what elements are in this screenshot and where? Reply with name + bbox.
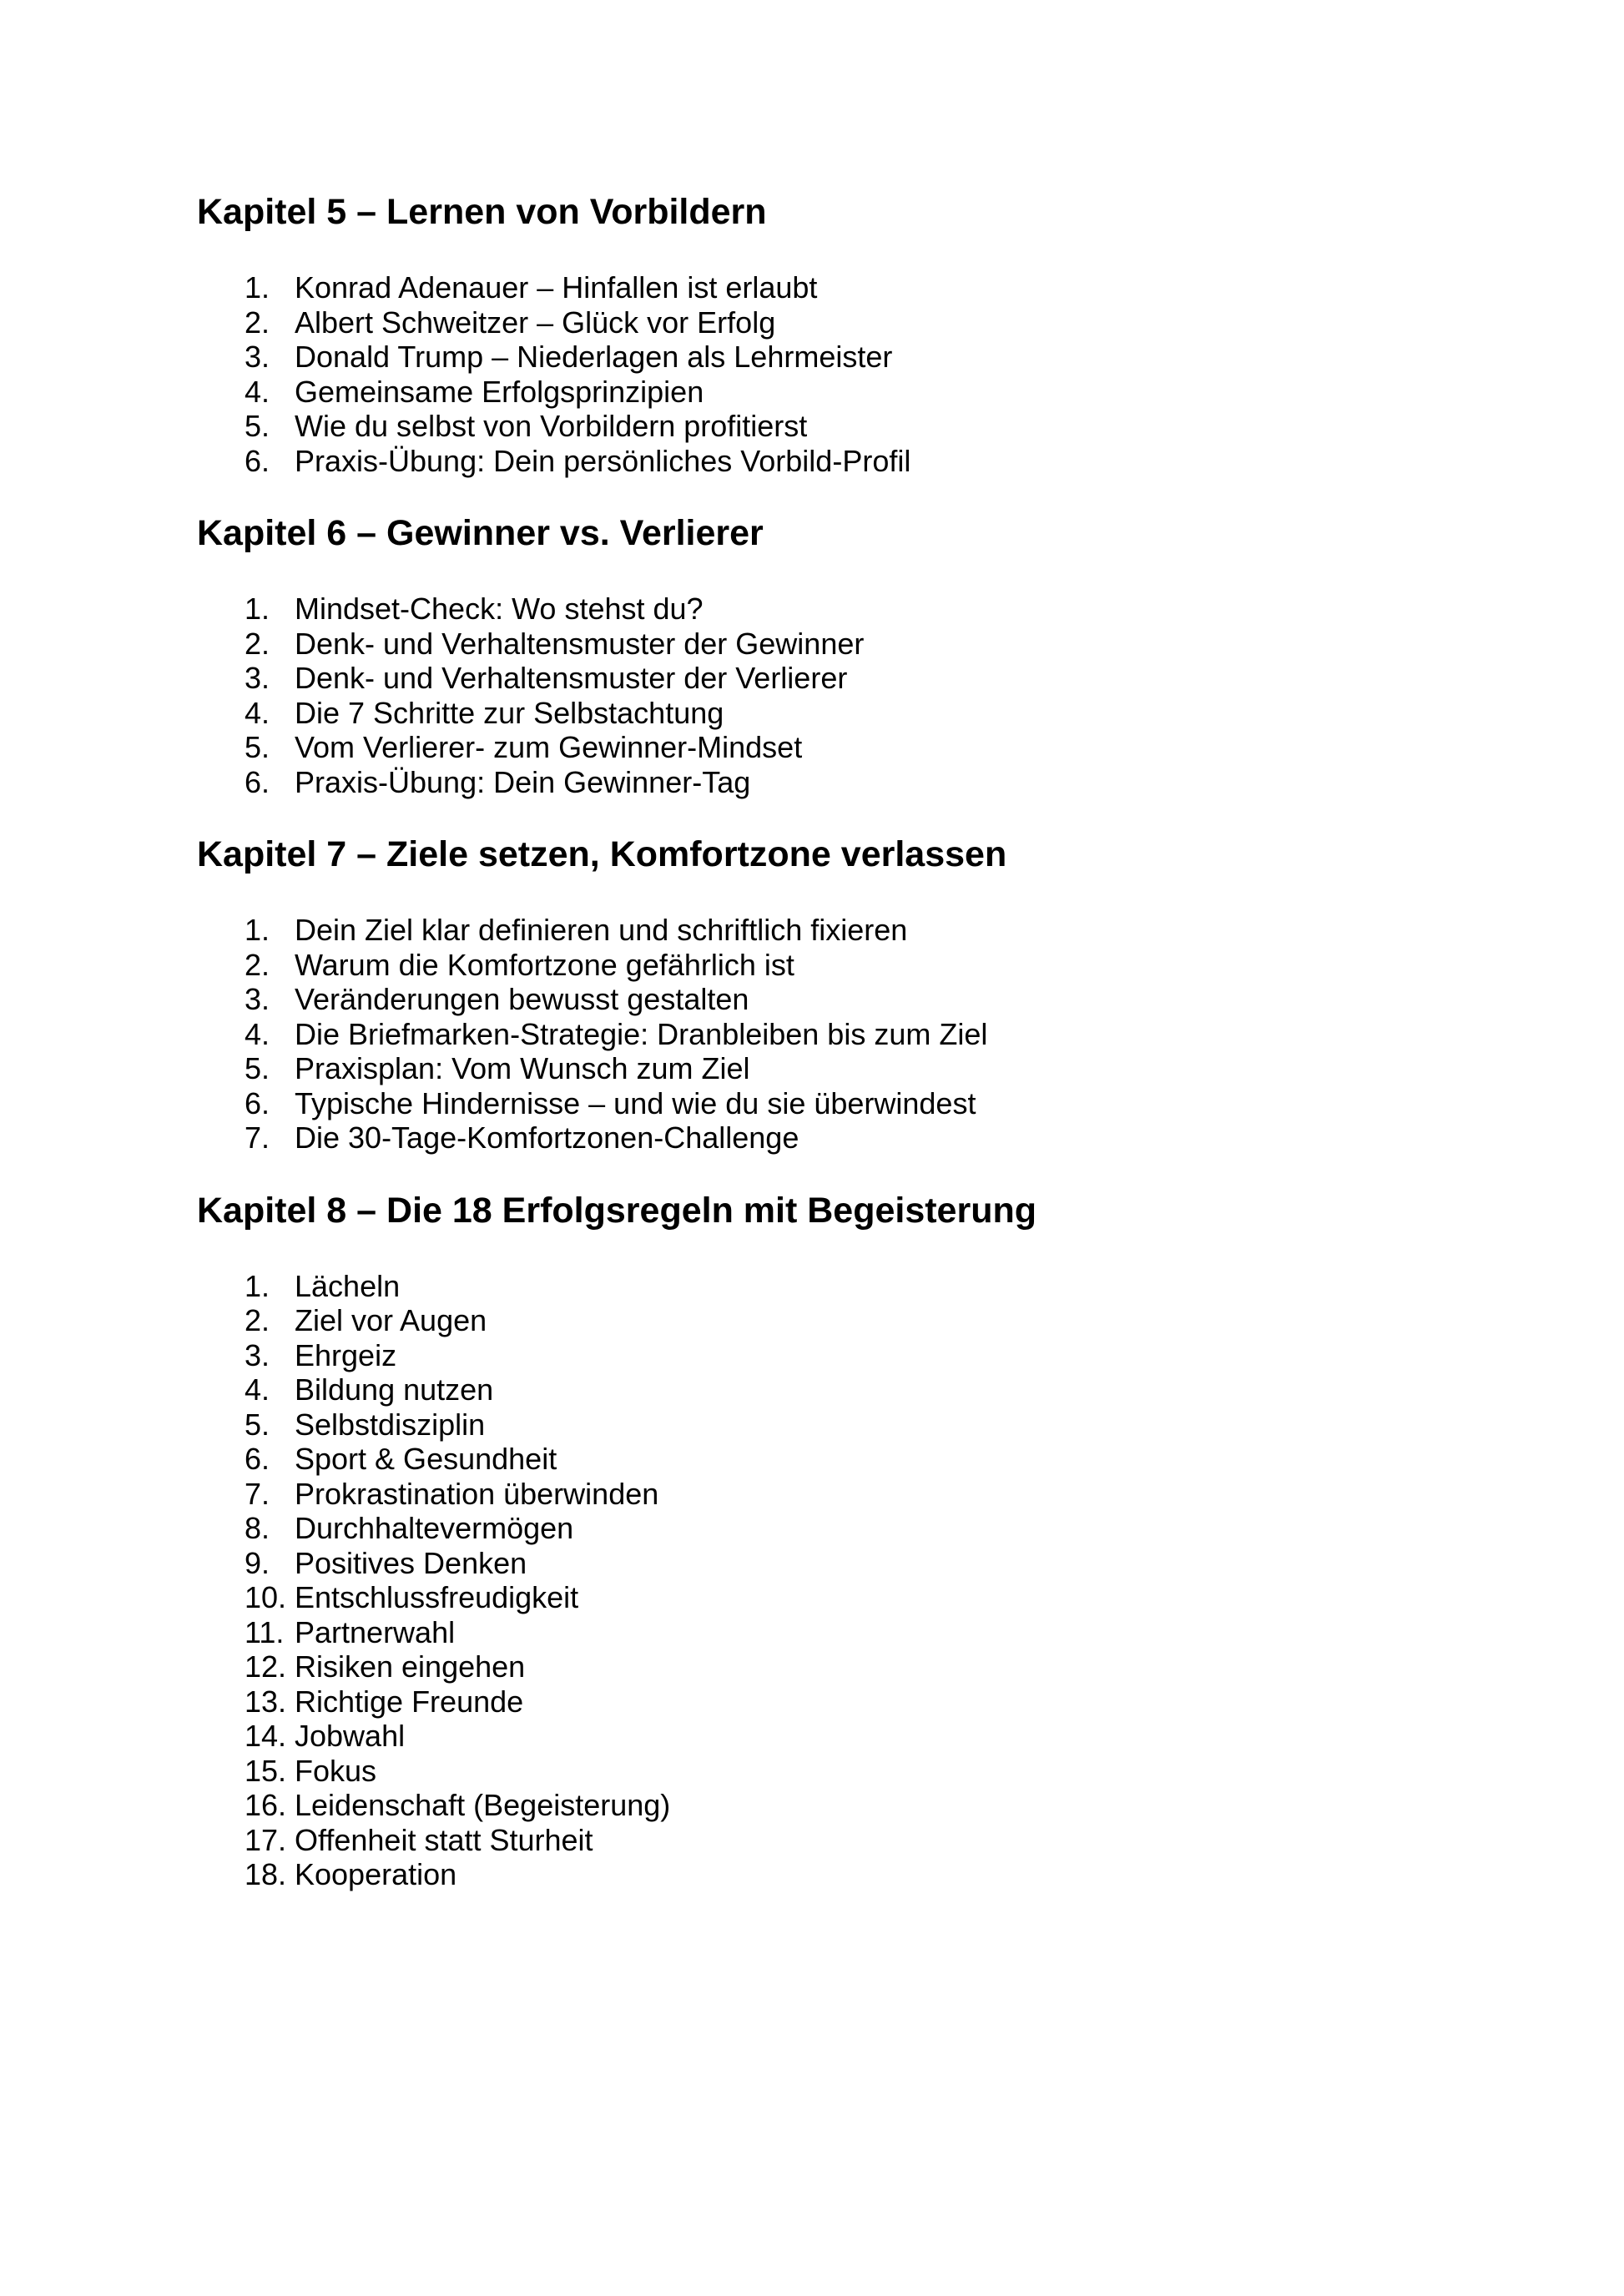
toc-item-number: 1. [245, 913, 270, 947]
chapter-item-list [197, 1269, 1427, 1892]
toc-item [197, 1511, 1427, 1546]
chapter-item-list [197, 270, 1427, 478]
toc-item-number: 3. [245, 1337, 270, 1372]
toc-item-text: Donald Trump – Niederlagen als Lehrmeister [295, 340, 893, 374]
toc-item [197, 1788, 1427, 1823]
toc-item [197, 982, 1427, 1017]
toc-item [197, 1754, 1427, 1789]
toc-item-text: Bildung nutzen [295, 1372, 494, 1407]
toc-item [197, 696, 1427, 731]
toc-item-text: Offenheit statt Sturheit [295, 1822, 593, 1857]
toc-item [197, 1407, 1427, 1443]
toc-item [197, 340, 1427, 375]
toc-item-text: Entschlussfreudigkeit [295, 1580, 579, 1614]
toc-item-text: Ziel vor Augen [295, 1303, 487, 1337]
toc-item-number: 6. [245, 1442, 270, 1476]
chapter-section [197, 513, 1427, 799]
toc-item-number: 10. [245, 1580, 287, 1614]
toc-item-number: 5. [245, 1407, 270, 1442]
chapter-section [197, 834, 1427, 1156]
toc-item [197, 270, 1427, 305]
toc-item [197, 627, 1427, 662]
toc-item-number: 3. [245, 340, 270, 374]
chapter-heading: Kapitel 6 – Gewinner vs. Verlierer [197, 513, 764, 553]
toc-item-number: 15. [245, 1753, 287, 1788]
toc-item-number: 2. [245, 1303, 270, 1337]
toc-item [197, 1546, 1427, 1581]
toc-item-text: Richtige Freunde [295, 1684, 524, 1719]
toc-item-number: 6. [245, 1085, 270, 1120]
toc-item-number: 4. [245, 374, 270, 409]
toc-item-number: 14. [245, 1719, 287, 1753]
toc-item [197, 661, 1427, 696]
toc-item-text: Denk- und Verhaltensmuster der Verlierer [295, 661, 848, 695]
toc-item [197, 1372, 1427, 1407]
toc-item-text: Warum die Komfortzone gefährlich ist [295, 947, 794, 982]
toc-item-number: 1. [245, 1268, 270, 1303]
toc-item-number: 7. [245, 1476, 270, 1511]
toc-item [197, 444, 1427, 479]
toc-item [197, 1615, 1427, 1650]
toc-item [197, 1823, 1427, 1858]
toc-item-number: 17. [245, 1822, 287, 1857]
table-of-contents [197, 192, 1427, 1892]
toc-item [197, 375, 1427, 410]
chapter-heading: Kapitel 7 – Ziele setzen, Komfortzone verlassen [197, 834, 1007, 874]
toc-item-text: Wie du selbst von Vorbildern profitierst [295, 409, 808, 443]
toc-item [197, 1442, 1427, 1477]
toc-item-number: 12. [245, 1649, 287, 1684]
toc-item-text: Mindset-Check: Wo stehst du? [295, 592, 704, 626]
toc-item [197, 948, 1427, 983]
toc-item-number: 2. [245, 947, 270, 982]
toc-item [197, 730, 1427, 765]
toc-item-text: Albert Schweitzer – Glück vor Erfolg [295, 305, 776, 340]
toc-item [197, 305, 1427, 340]
toc-item-text: Typische Hindernisse – und wie du sie überwindest [295, 1085, 976, 1120]
toc-item-number: 3. [245, 982, 270, 1016]
toc-item-text: Denk- und Verhaltensmuster der Gewinner [295, 626, 865, 661]
chapter-section [197, 192, 1427, 478]
toc-item [197, 1017, 1427, 1052]
toc-item-number: 4. [245, 1372, 270, 1407]
toc-item [197, 592, 1427, 627]
toc-item [197, 409, 1427, 444]
toc-item-number: 4. [245, 695, 270, 730]
chapter-section [197, 1191, 1427, 1892]
toc-item [197, 1719, 1427, 1754]
toc-item [197, 1580, 1427, 1615]
toc-item-text: Veränderungen bewusst gestalten [295, 982, 749, 1016]
toc-item [197, 765, 1427, 800]
toc-item-number: 7. [245, 1120, 270, 1155]
chapter-item-list [197, 913, 1427, 1156]
toc-item [197, 1477, 1427, 1512]
toc-item-number: 5. [245, 409, 270, 443]
toc-item [197, 1649, 1427, 1684]
toc-item-text: Gemeinsame Erfolgsprinzipien [295, 374, 704, 409]
toc-item-text: Jobwahl [295, 1719, 406, 1753]
toc-item-text: Prokrastination überwinden [295, 1476, 659, 1511]
toc-item-number: 9. [245, 1545, 270, 1580]
toc-item-text: Positives Denken [295, 1545, 527, 1580]
toc-item-text: Dein Ziel klar definieren und schriftlich fixieren [295, 913, 908, 947]
toc-item-text: Praxis-Übung: Dein Gewinner-Tag [295, 764, 751, 799]
toc-item-number: 5. [245, 730, 270, 764]
chapter-item-list [197, 592, 1427, 799]
toc-item-text: Lächeln [295, 1268, 401, 1303]
toc-item [197, 1120, 1427, 1156]
chapter-heading: Kapitel 8 – Die 18 Erfolgsregeln mit Begeisterung [197, 1190, 1037, 1231]
toc-item [197, 1684, 1427, 1719]
toc-item-number: 2. [245, 305, 270, 340]
toc-item-number: 2. [245, 626, 270, 661]
toc-item-number: 8. [245, 1511, 270, 1545]
toc-item-text: Partnerwahl [295, 1614, 456, 1649]
toc-item-text: Fokus [295, 1753, 377, 1788]
toc-item [197, 1857, 1427, 1892]
toc-item-text: Vom Verlierer- zum Gewinner-Mindset [295, 730, 803, 764]
toc-item-text: Praxisplan: Vom Wunsch zum Ziel [295, 1051, 750, 1085]
toc-item-text: Konrad Adenauer – Hinfallen ist erlaubt [295, 270, 818, 305]
toc-item-text: Leidenschaft (Begeisterung) [295, 1788, 671, 1822]
toc-item [197, 913, 1427, 948]
toc-item-text: Durchhaltevermögen [295, 1511, 574, 1545]
toc-item-number: 18. [245, 1857, 287, 1891]
toc-item-text: Risiken eingehen [295, 1649, 526, 1684]
toc-item-number: 16. [245, 1788, 287, 1822]
toc-item-number: 13. [245, 1684, 287, 1719]
chapter-heading: Kapitel 5 – Lernen von Vorbildern [197, 192, 767, 232]
toc-item-number: 4. [245, 1016, 270, 1051]
toc-item [197, 1303, 1427, 1338]
toc-item-text: Praxis-Übung: Dein persönliches Vorbild-Profil [295, 443, 911, 478]
toc-item [197, 1051, 1427, 1086]
toc-item-number: 6. [245, 764, 270, 799]
toc-item [197, 1086, 1427, 1121]
toc-item-number: 5. [245, 1051, 270, 1085]
toc-item-text: Selbstdisziplin [295, 1407, 486, 1442]
toc-item-number: 11. [245, 1614, 285, 1649]
toc-item-text: Kooperation [295, 1857, 457, 1891]
toc-item [197, 1338, 1427, 1373]
toc-item-text: Die 7 Schritte zur Selbstachtung [295, 695, 724, 730]
toc-item [197, 1269, 1427, 1304]
toc-item-number: 6. [245, 443, 270, 478]
toc-item-text: Die Briefmarken-Strategie: Dranbleiben bis zum Ziel [295, 1016, 988, 1051]
toc-item-text: Die 30-Tage-Komfortzonen-Challenge [295, 1120, 799, 1155]
toc-item-number: 1. [245, 592, 270, 626]
toc-item-text: Sport & Gesundheit [295, 1442, 557, 1476]
toc-item-number: 1. [245, 270, 270, 305]
toc-item-number: 3. [245, 661, 270, 695]
toc-item-text: Ehrgeiz [295, 1337, 397, 1372]
